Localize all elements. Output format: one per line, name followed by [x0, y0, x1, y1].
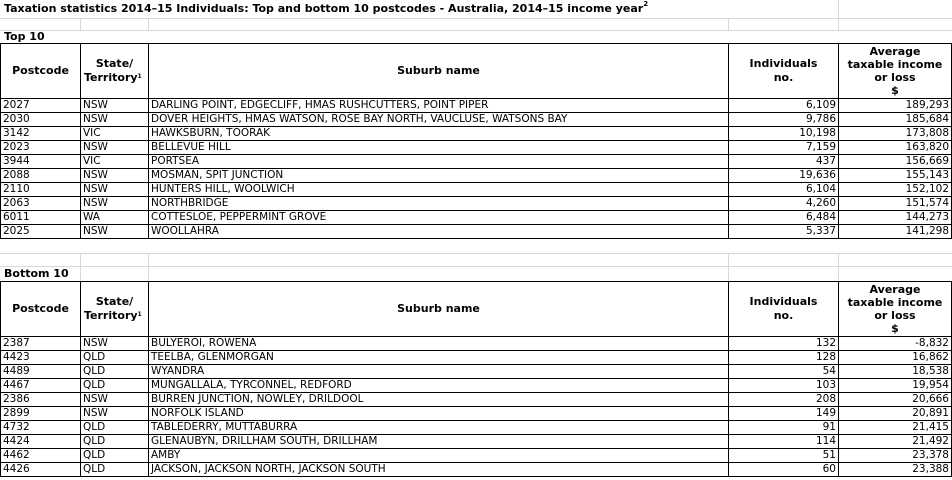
- gridline: [0, 266, 952, 267]
- cell-individuals: 6,104: [729, 183, 839, 197]
- cell-state: QLD: [81, 435, 149, 449]
- cell-suburb: TABLEDERRY, MUTTABURRA: [149, 421, 729, 435]
- cell-state: NSW: [81, 225, 149, 239]
- cell-suburb: NORTHBRIDGE: [149, 197, 729, 211]
- cell-postcode: 2030: [1, 113, 81, 127]
- cell-suburb: DARLING POINT, EDGECLIFF, HMAS RUSHCUTTERS, POINT PIPER: [149, 99, 729, 113]
- cell-suburb: DOVER HEIGHTS, HMAS WATSON, ROSE BAY NORTH, VAUCLUSE, WATSONS BAY: [149, 113, 729, 127]
- cell-suburb: BELLEVUE HILL: [149, 141, 729, 155]
- cell-average: 141,298: [839, 225, 952, 239]
- cell-state: NSW: [81, 141, 149, 155]
- gridline: [838, 0, 839, 30]
- table-row: [1, 379, 952, 393]
- cell-state: WA: [81, 211, 149, 225]
- cell-average: 163,820: [839, 141, 952, 155]
- table-row: [1, 463, 952, 477]
- gridline: [728, 253, 729, 281]
- cell-state: QLD: [81, 351, 149, 365]
- gridline: [728, 18, 729, 30]
- bottom-10-table: [0, 281, 952, 477]
- cell-suburb: NORFOLK ISLAND: [149, 407, 729, 421]
- cell-suburb: HUNTERS HILL, WOOLWICH: [149, 183, 729, 197]
- cell-postcode: 6011: [1, 211, 81, 225]
- cell-suburb: COTTESLOE, PEPPERMINT GROVE: [149, 211, 729, 225]
- cell-state: NSW: [81, 99, 149, 113]
- cell-individuals: 91: [729, 421, 839, 435]
- table-row: [1, 225, 952, 239]
- cell-state: VIC: [81, 127, 149, 141]
- cell-individuals: 208: [729, 393, 839, 407]
- cell-suburb: WOOLLAHRA: [149, 225, 729, 239]
- table-row: [1, 113, 952, 127]
- cell-suburb: MUNGALLALA, TYRCONNEL, REDFORD: [149, 379, 729, 393]
- table-row: [1, 337, 952, 351]
- cell-average: 173,808: [839, 127, 952, 141]
- cell-postcode: 2088: [1, 169, 81, 183]
- cell-average: 189,293: [839, 99, 952, 113]
- cell-state: NSW: [81, 183, 149, 197]
- header-individuals: Individuals no.: [729, 282, 839, 337]
- cell-state: QLD: [81, 463, 149, 477]
- cell-average: 144,273: [839, 211, 952, 225]
- cell-postcode: 2386: [1, 393, 81, 407]
- table-row: [1, 127, 952, 141]
- cell-suburb: MOSMAN, SPIT JUNCTION: [149, 169, 729, 183]
- cell-suburb: GLENAUBYN, DRILLHAM SOUTH, DRILLHAM: [149, 435, 729, 449]
- cell-average: 23,388: [839, 463, 952, 477]
- cell-state: QLD: [81, 365, 149, 379]
- cell-average: 156,669: [839, 155, 952, 169]
- table-header-row: [1, 282, 952, 337]
- cell-average: 21,415: [839, 421, 952, 435]
- cell-suburb: HAWKSBURN, TOORAK: [149, 127, 729, 141]
- cell-individuals: 7,159: [729, 141, 839, 155]
- cell-state: VIC: [81, 155, 149, 169]
- cell-state: NSW: [81, 337, 149, 351]
- table-row: [1, 183, 952, 197]
- cell-individuals: 51: [729, 449, 839, 463]
- cell-state: QLD: [81, 421, 149, 435]
- cell-average: 152,102: [839, 183, 952, 197]
- cell-postcode: 2027: [1, 99, 81, 113]
- header-postcode: Postcode: [1, 44, 81, 99]
- sheet-title-text: Taxation statistics 2014–15 Individuals: Top and bottom 10 postcodes - Australia, 2014–15 income year: [4, 2, 644, 15]
- cell-average: 185,684: [839, 113, 952, 127]
- cell-individuals: 114: [729, 435, 839, 449]
- gridline: [148, 18, 149, 30]
- cell-individuals: 9,786: [729, 113, 839, 127]
- cell-individuals: 60: [729, 463, 839, 477]
- table-row: [1, 211, 952, 225]
- table-row: [1, 197, 952, 211]
- table-row: [1, 365, 952, 379]
- cell-individuals: 54: [729, 365, 839, 379]
- cell-postcode: 4467: [1, 379, 81, 393]
- cell-postcode: 4423: [1, 351, 81, 365]
- cell-individuals: 103: [729, 379, 839, 393]
- cell-individuals: 19,636: [729, 169, 839, 183]
- cell-suburb: AMBY: [149, 449, 729, 463]
- table-row: [1, 351, 952, 365]
- cell-average: 16,862: [839, 351, 952, 365]
- gridline: [80, 18, 81, 30]
- cell-postcode: 4426: [1, 463, 81, 477]
- table-row: [1, 393, 952, 407]
- header-suburb: Suburb name: [149, 44, 729, 99]
- cell-suburb: PORTSEA: [149, 155, 729, 169]
- gridline: [0, 18, 952, 19]
- header-suburb: Suburb name: [149, 282, 729, 337]
- header-individuals: Individuals no.: [729, 44, 839, 99]
- cell-average: -8,832: [839, 337, 952, 351]
- cell-individuals: 132: [729, 337, 839, 351]
- table-row: [1, 141, 952, 155]
- table-row: [1, 435, 952, 449]
- table-row: [1, 99, 952, 113]
- table-row: [1, 449, 952, 463]
- cell-individuals: 10,198: [729, 127, 839, 141]
- cell-average: 18,538: [839, 365, 952, 379]
- cell-average: 151,574: [839, 197, 952, 211]
- cell-average: 20,666: [839, 393, 952, 407]
- section-label-top: Top 10: [4, 30, 45, 43]
- cell-state: NSW: [81, 393, 149, 407]
- gridline: [0, 253, 952, 254]
- table-row: [1, 155, 952, 169]
- cell-postcode: 2025: [1, 225, 81, 239]
- table-row: [1, 407, 952, 421]
- gridline: [148, 253, 149, 281]
- cell-postcode: 2023: [1, 141, 81, 155]
- gridline: [0, 30, 952, 31]
- cell-suburb: JACKSON, JACKSON NORTH, JACKSON SOUTH: [149, 463, 729, 477]
- cell-postcode: 4732: [1, 421, 81, 435]
- cell-state: NSW: [81, 113, 149, 127]
- top-10-table: [0, 43, 952, 239]
- cell-average: 21,492: [839, 435, 952, 449]
- cell-postcode: 2899: [1, 407, 81, 421]
- cell-postcode: 2110: [1, 183, 81, 197]
- header-state: State/ Territory$^1$: [81, 282, 149, 337]
- cell-state: NSW: [81, 169, 149, 183]
- cell-individuals: 128: [729, 351, 839, 365]
- cell-individuals: 149: [729, 407, 839, 421]
- cell-average: 19,954: [839, 379, 952, 393]
- cell-postcode: 2387: [1, 337, 81, 351]
- cell-individuals: 5,337: [729, 225, 839, 239]
- cell-postcode: 4424: [1, 435, 81, 449]
- cell-postcode: 4462: [1, 449, 81, 463]
- section-label-bottom: Bottom 10: [4, 267, 69, 280]
- cell-suburb: BULYEROI, ROWENA: [149, 337, 729, 351]
- header-postcode: Postcode: [1, 282, 81, 337]
- sheet-title: [4, 2, 648, 15]
- header-average: Average taxable income or loss $: [839, 44, 952, 99]
- gridline: [80, 253, 81, 281]
- cell-postcode: 3142: [1, 127, 81, 141]
- cell-postcode: 4489: [1, 365, 81, 379]
- cell-postcode: 3944: [1, 155, 81, 169]
- cell-individuals: 4,260: [729, 197, 839, 211]
- cell-suburb: WYANDRA: [149, 365, 729, 379]
- cell-individuals: 437: [729, 155, 839, 169]
- cell-individuals: 6,109: [729, 99, 839, 113]
- table-header-row: [1, 44, 952, 99]
- title-footnote-marker: 2: [643, 0, 649, 8]
- cell-state: NSW: [81, 197, 149, 211]
- header-state: State/ Territory$^1$: [81, 44, 149, 99]
- cell-state: NSW: [81, 407, 149, 421]
- table-row: [1, 169, 952, 183]
- cell-individuals: 6,484: [729, 211, 839, 225]
- cell-state: QLD: [81, 379, 149, 393]
- cell-average: 20,891: [839, 407, 952, 421]
- cell-average: 23,378: [839, 449, 952, 463]
- header-average: Average taxable income or loss $: [839, 282, 952, 337]
- gridline: [838, 253, 839, 281]
- cell-average: 155,143: [839, 169, 952, 183]
- cell-state: QLD: [81, 449, 149, 463]
- cell-suburb: BURREN JUNCTION, NOWLEY, DRILDOOL: [149, 393, 729, 407]
- table-row: [1, 421, 952, 435]
- cell-postcode: 2063: [1, 197, 81, 211]
- cell-suburb: TEELBA, GLENMORGAN: [149, 351, 729, 365]
